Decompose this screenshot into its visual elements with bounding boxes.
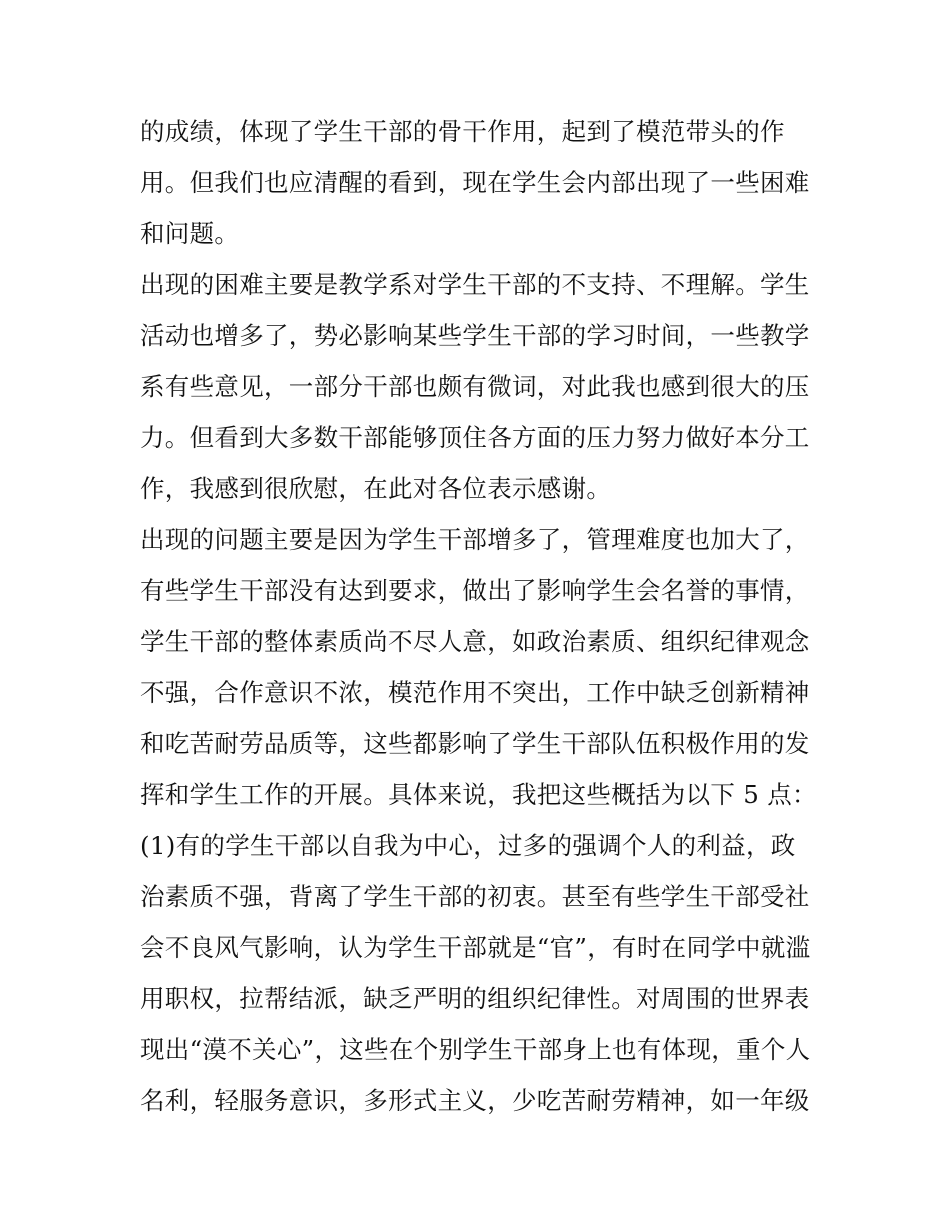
text-line: 出现的困难主要是教学系对学生干部的不支持、不理解。学生	[140, 270, 810, 299]
text-line: 活动也增多了，势必影响某些学生干部的学习时间，一些教学	[140, 321, 810, 350]
text-line: 力。但看到大多数干部能够顶住各方面的压力努力做好本分工	[140, 423, 810, 452]
text-line: 和问题。	[140, 219, 240, 248]
text-line: (1)有的学生干部以自我为中心，过多的强调个人的利益，政	[140, 831, 796, 860]
text-line: 和吃苦耐劳品质等，这些都影响了学生干部队伍积极作用的发	[140, 729, 810, 758]
text-line: 名利，轻服务意识，多形式主义，少吃苦耐劳精神，如一年级	[140, 1086, 810, 1115]
text-line: 用职权，拉帮结派，缺乏严明的组织纪律性。对周围的世界表	[140, 984, 810, 1013]
text-line: 治素质不强，背离了学生干部的初衷。甚至有些学生干部受社	[140, 882, 810, 911]
text-line: 有些学生干部没有达到要求，做出了影响学生会名誉的事情，	[140, 576, 810, 605]
text-line: 用。但我们也应清醒的看到，现在学生会内部出现了一些困难	[140, 168, 810, 197]
text-line: 挥和学生工作的开展。具体来说，我把这些概括为以下 5 点：	[140, 780, 817, 809]
text-line: 现出“漠不关心”，这些在个别学生干部身上也有体现，重个人	[140, 1035, 811, 1064]
text-line: 系有些意见，一部分干部也颇有微词，对此我也感到很大的压	[140, 372, 810, 401]
text-line: 作，我感到很欣慰，在此对各位表示感谢。	[140, 474, 612, 503]
text-line: 不强，合作意识不浓，模范作用不突出，工作中缺乏创新精神	[140, 678, 810, 707]
text-line: 出现的问题主要是因为学生干部增多了，管理难度也加大了，	[140, 525, 810, 554]
text-line: 会不良风气影响，认为学生干部就是“官”，有时在同学中就滥	[140, 933, 811, 962]
text-line: 的成绩，体现了学生干部的骨干作用，起到了模范带头的作	[140, 117, 785, 146]
body-text	[140, 106, 820, 1126]
text-line: 学生干部的整体素质尚不尽人意，如政治素质、组织纪律观念	[140, 627, 810, 656]
